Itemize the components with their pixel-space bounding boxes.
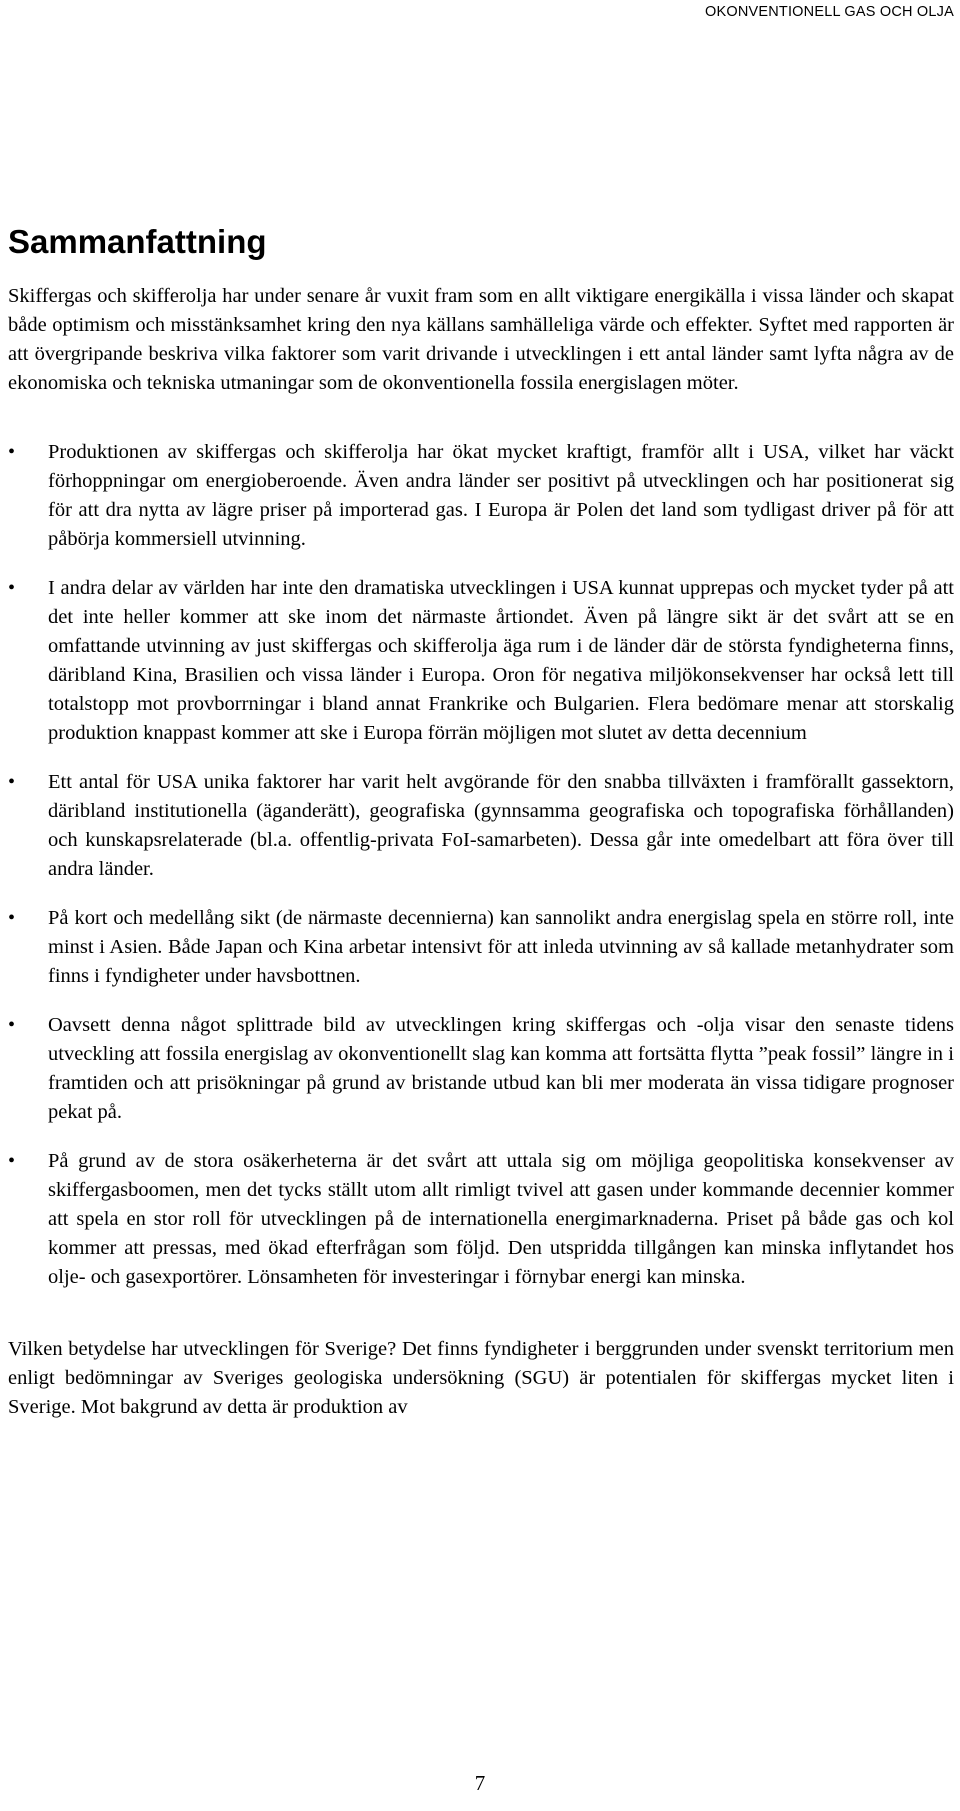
running-header: OKONVENTIONELL GAS OCH OLJA [704,4,954,20]
bullet-text: På grund av de stora osäkerheterna är det svårt att uttala sig om möjliga geopolitiska konsekvenser av skiffergasboomen, men det tycks ställt utom allt rimligt tvivel att gasen under kommande decennier kommer att spela en stor roll för utvecklingen på de internationella energimarknaderna. Priset på både gas och kol kommer att pressas, med ökad efterfrågan som följd. Den utspridda tillgången kan minska inflytandet hos olje- och gasexportörer. Lönsamheten för investeringar i förnybar energi kan minska. [48,1150,954,1288]
section-title: Sammanfattning [8,223,267,260]
bullet-text: Ett antal för USA unika faktorer har varit helt avgörande för den snabba tillväxten i framförallt gassektorn, däribland institutionella (äganderätt), geografiska (gynnsamma geografiska och topografiska förhållanden) och kunskapsrelaterade (bl.a. offentlig-privata FoI-samarbeten). Dessa går inte omedelbart att föra över till andra länder. [48,771,954,880]
bullet-icon: • [8,1150,16,1172]
bullet-item [8,1147,954,1292]
summary-section [8,222,954,1422]
bullet-text: I andra delar av världen har inte den dramatiska utvecklingen i USA kunnat upprepas och mycket tyder på att det inte heller kommer att ske inom det närmaste årtiondet. Även på längre sikt är det svårt att se en omfattande utvinning av just skiffergas och skifferolja äga rum i de länder där de största fyndigheterna finns, däribland Kina, Brasilien och vissa länder i Europa. Oron för negativa miljökonsekvenser har också lett till totalstopp mot provborrningar i bland annat Frankrike och Bulgarien. Flera bedömare menar att storskalig produktion knappast kommer att ske i Europa förrän möjligen mot slutet av detta decennium [48,577,954,744]
bullet-icon: • [8,907,16,929]
bullet-icon: • [8,577,16,599]
bullet-item [8,438,954,554]
bullet-item [8,768,954,884]
summary-bullet-list [8,438,954,1292]
bullet-item [8,574,954,748]
bullet-text: Produktionen av skiffergas och skifferolja har ökat mycket kraftigt, framför allt i USA, vilket har väckt förhoppningar om energioberoende. Även andra länder ser positivt på utvecklingen och har positionerat sig för att dra nytta av lägre priser på importerad gas. I Europa är Polen det land som tydligast driver på för att påbörja kommersiell utvinning. [48,441,954,550]
bullet-text: Oavsett denna något splittrade bild av utvecklingen kring skiffergas och -olja visar den senaste tidens utveckling att fossila energislag av okonventionellt slag kan komma att fortsätta flytta ”peak fossil” längre in i framtiden och att prisökningar på grund av bristande utbud kan bli mer moderata än vissa tidigare prognoser pekat på. [48,1014,954,1123]
bullet-icon: • [8,441,16,463]
intro-paragraph: Skiffergas och skifferolja har under senare år vuxit fram som en allt viktigare energikälla i vissa länder och skapat både optimism och misstänksamhet kring den nya källans samhälleliga värde och effekter. Syftet med rapporten är att övergripande beskriva vilka faktorer som varit drivande i utvecklingen i ett antal länder samt lyfta några av de ekonomiska och tekniska utmaningar som de okonventionella fossila energislagen möter. [8,285,954,394]
bullet-item [8,904,954,991]
page-number: 7 [474,1771,486,1795]
outro-paragraph: Vilken betydelse har utvecklingen för Sverige? Det finns fyndigheter i berggrunden under svenskt territorium men enligt bedömningar av Sveriges geologiska undersökning (SGU) är potentialen för skiffergas mycket liten i Sverige. Mot bakgrund av detta är produktion av [8,1338,954,1418]
bullet-icon: • [8,771,16,793]
bullet-text: På kort och medellång sikt (de närmaste decennierna) kan sannolikt andra energislag spela en större roll, inte minst i Asien. Både Japan och Kina arbetar intensivt för att inleda utvinning av så kallade metanhydrater som finns i fyndigheter under havsbottnen. [48,907,954,987]
bullet-item [8,1011,954,1127]
bullet-icon: • [8,1014,16,1036]
